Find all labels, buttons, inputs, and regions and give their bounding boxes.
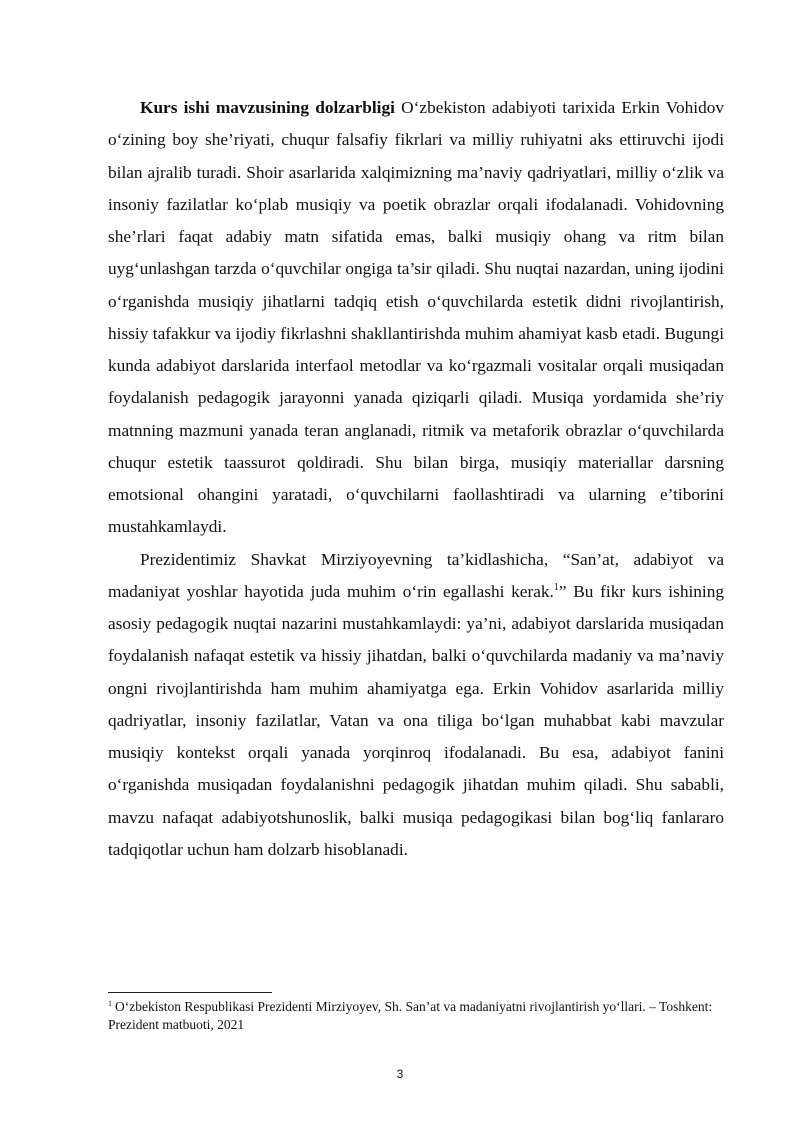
- footnote: [108, 998, 724, 1034]
- page-number: 3: [396, 1067, 404, 1081]
- paragraph-text-before-ref: Prezidentimiz Shavkat Mirziyoyevning ta’kidlashicha, “San’at, adabiyot va madaniyat yoshlar hayotida juda muhim o‘rin egallashi kerak.: [108, 549, 724, 601]
- footnote-text: O‘zbekiston Respublikasi Prezidenti Mirziyoyev, Sh. San’at va madaniyatni rivojlantirish yo‘llari. – Toshkent: Prezident matbuoti, 2021: [108, 999, 713, 1032]
- paragraph-lead-heading: Kurs ishi mavzusining dolzarbligi: [140, 98, 395, 117]
- body-text: [108, 92, 724, 866]
- footnote-reference[interactable]: 1: [553, 581, 559, 593]
- footnote-separator: [108, 992, 272, 993]
- paragraph-text-after-ref: ” Bu fikr kurs ishining asosiy pedagogik nuqtai nazarini mustahkamlaydi: ya’ni, adabiyot darslarida musiqadan foydalanish nafaqat estetik va hissiy jihatdan, balki o‘quvchilarda madaniy va ma’naviy ongni rivojlantirishda ham muhim ahamiyatga ega. Erkin Vohidov asarlarida milliy qadriyatlar, insoniy fazilatlar, Vatan va ona tiliga bo‘lgan muhabbat kabi mavzular musiqiy kontekst orqali yanada yorqinroq ifodalanadi. Bu esa, adabiyot fanini o‘rganishda musiqadan foydalanishni pedagogik jihatdan muhim qiladi. Shu sababli, mavzu nafaqat adabiyotshunoslik, balki musiqa pedagogikasi bilan bog‘liq fanlararo tadqiqotlar uchun ham dolzarb hisoblanadi.: [108, 581, 724, 859]
- paragraph-president-quote: [108, 544, 724, 867]
- footnote-mark: 1: [108, 998, 112, 1008]
- paragraph-text: O‘zbekiston adabiyoti tarixida Erkin Vohidov o‘zining boy she’riyati, chuqur falsafiy fikrlari va milliy ruhiyatni aks ettiruvchi ijodi bilan ajralib turadi. Shoir asarlarida xalqimizning ma’naviy qadriyatlari, milliy o‘zlik va insoniy fazilatlar ko‘plab musiqiy va poetik obrazlar orqali ifodalanadi. Vohidovning she’rlari faqat adabiy matn sifatida emas, balki musiqiy ohang va ritm bilan uyg‘unlashgan tarzda o‘quvchilar ongiga ta’sir qiladi. Shu nuqtai nazardan, uning ijodini o‘rganishda musiqiy jihatlarni tadqiq etish o‘quvchilarda estetik didni rivojlantirish, hissiy tafakkur va ijodiy fikrlashni shakllantirishda muhim ahamiyat kasb etadi. Bugungi kunda adabiyot darslarida interfaol metodlar va ko‘rgazmali vositalar orqali musiqadan foydalanish pedagogik jarayonni yanada qiziqarli qiladi. Musiqa yordamida she’riy matnning mazmuni yanada teran anglanadi, ritmik va metaforik obrazlar o‘quvchilarda chuqur estetik taassurot qoldiradi. Shu bilan birga, musiqiy materiallar darsning emotsional ohangini yaratadi, o‘quvchilarni faollashtiradi va ularning e’tiborini mustahkamlaydi.: [108, 98, 724, 537]
- paragraph-relevance: [108, 92, 724, 544]
